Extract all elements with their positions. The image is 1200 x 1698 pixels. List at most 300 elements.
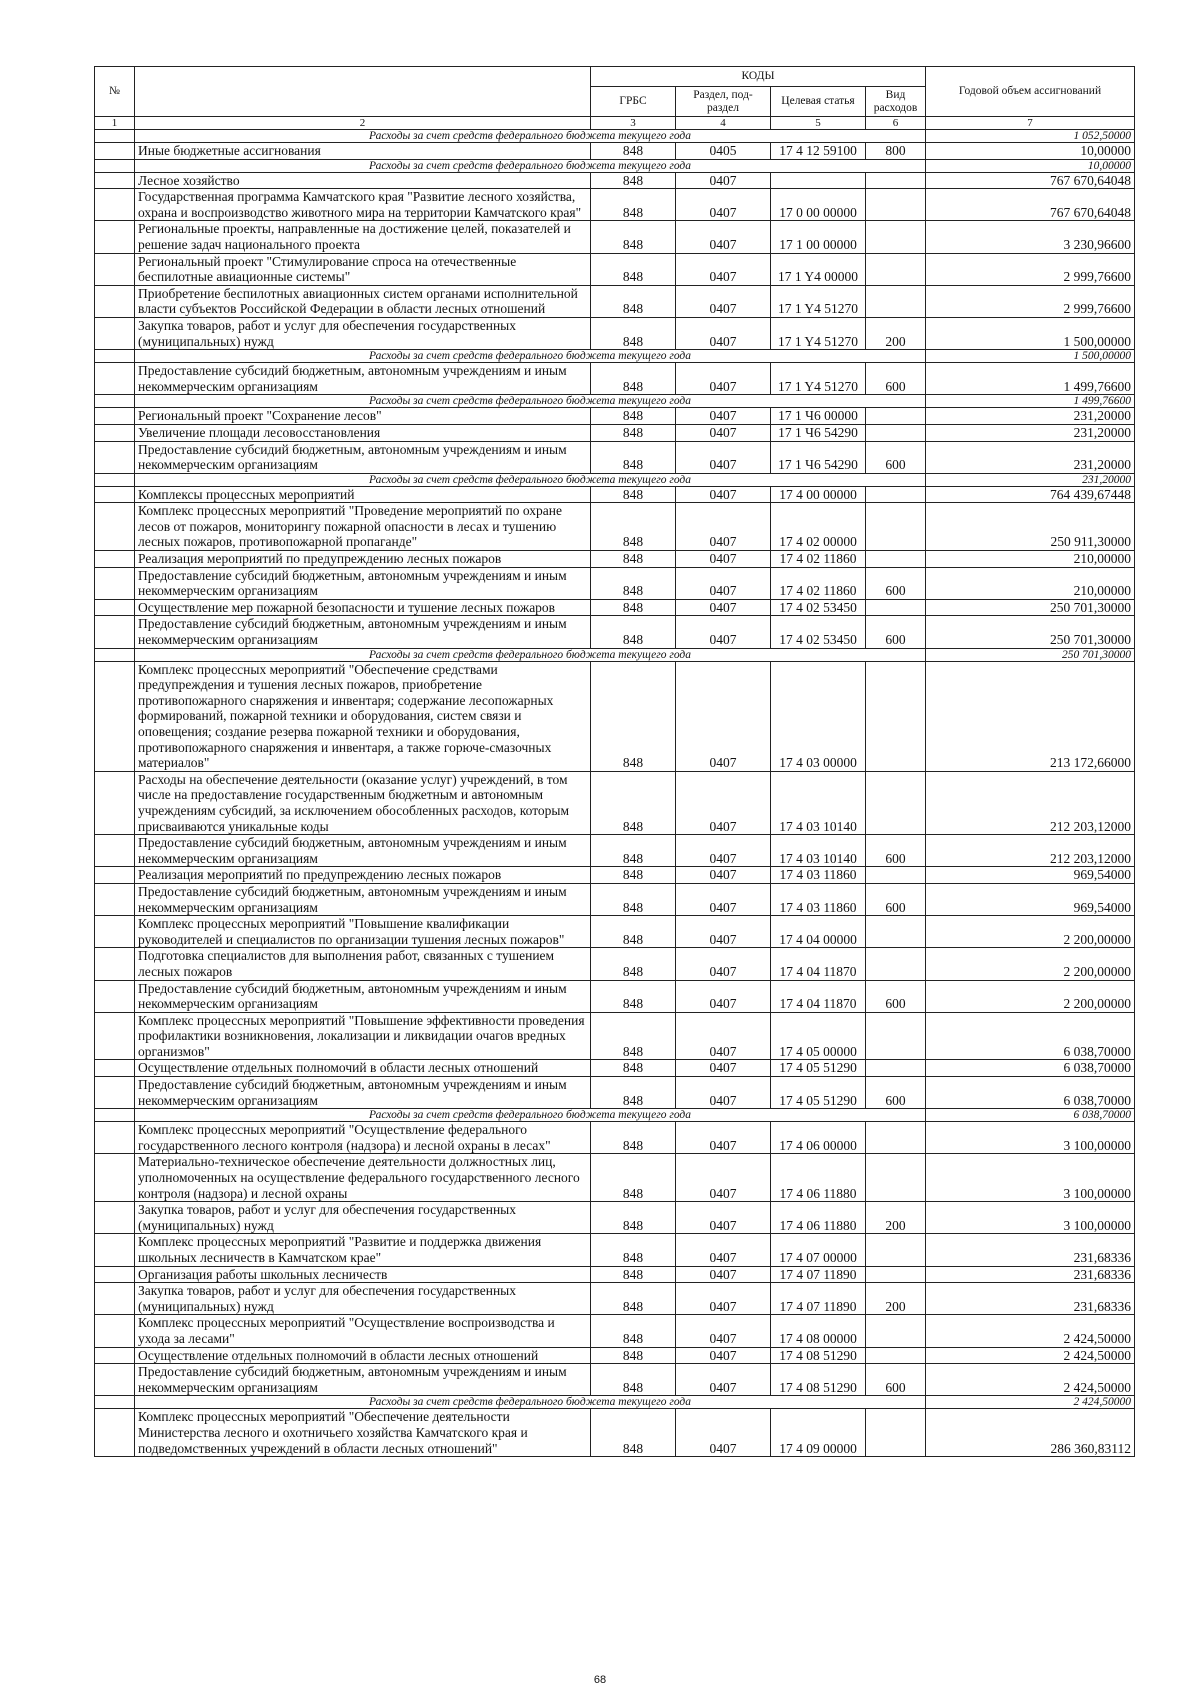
cell-type xyxy=(866,916,926,948)
cell-target: 17 4 06 11880 xyxy=(771,1202,866,1234)
cell-grbs: 848 xyxy=(591,1409,676,1457)
cell-type: 600 xyxy=(866,567,926,599)
cell-section: 0407 xyxy=(676,441,771,473)
federal-budget-note-row xyxy=(95,130,1135,143)
table-row xyxy=(95,1315,1135,1347)
cell-section: 0407 xyxy=(676,980,771,1012)
cell-target: 17 0 00 00000 xyxy=(771,189,866,221)
cell-target: 17 4 05 51290 xyxy=(771,1077,866,1109)
cell-type: 600 xyxy=(866,980,926,1012)
cell-grbs: 848 xyxy=(591,1154,676,1202)
cell-grbs: 848 xyxy=(591,771,676,834)
cell-target: 17 4 07 11890 xyxy=(771,1266,866,1283)
cell-amount: 3 100,00000 xyxy=(926,1202,1135,1234)
cell-target: 17 4 08 51290 xyxy=(771,1364,866,1396)
cell-amount: 2 999,76600 xyxy=(926,285,1135,317)
cell-amount: 2 424,50000 xyxy=(926,1315,1135,1347)
cell-section: 0407 xyxy=(676,616,771,648)
cell-num xyxy=(95,221,135,253)
cell-amount: 764 439,67448 xyxy=(926,486,1135,503)
cell-grbs: 848 xyxy=(591,1122,676,1154)
cell-name: Региональный проект "Стимулирование спроса на отечественные беспилотные авиационные системы" xyxy=(135,253,591,285)
cell-section: 0407 xyxy=(676,551,771,568)
cell-name: Предоставление субсидий бюджетным, автономным учреждениям и иным некоммерческим организациям xyxy=(135,363,591,395)
cell-num xyxy=(95,253,135,285)
cell-type xyxy=(866,1347,926,1364)
cell-section: 0407 xyxy=(676,363,771,395)
cell-type xyxy=(866,551,926,568)
table-row xyxy=(95,1154,1135,1202)
note-text: Расходы за счет средств федерального бюджета текущего года xyxy=(135,1396,926,1409)
cell-section: 0407 xyxy=(676,1202,771,1234)
table-body xyxy=(95,130,1135,1457)
table-row xyxy=(95,172,1135,189)
cell-section: 0407 xyxy=(676,1077,771,1109)
cell-type xyxy=(866,486,926,503)
cell-section: 0407 xyxy=(676,189,771,221)
cell-grbs: 848 xyxy=(591,551,676,568)
cell-amount: 250 701,30000 xyxy=(926,648,1135,661)
header-num: № xyxy=(95,67,135,117)
cell-amount: 767 670,64048 xyxy=(926,189,1135,221)
cell-target: 17 4 02 53450 xyxy=(771,616,866,648)
cell-name: Увеличение площади лесовосстановления xyxy=(135,424,591,441)
cell-target xyxy=(771,172,866,189)
cell-name: Предоставление субсидий бюджетным, автономным учреждениям и иным некоммерческим организациям xyxy=(135,441,591,473)
cell-num xyxy=(95,648,135,661)
cell-num xyxy=(95,1109,135,1122)
cell-section: 0407 xyxy=(676,1122,771,1154)
cell-type xyxy=(866,503,926,551)
cell-amount: 231,20000 xyxy=(926,408,1135,425)
cell-num xyxy=(95,424,135,441)
table-row xyxy=(95,1234,1135,1266)
cell-type: 600 xyxy=(866,441,926,473)
cell-grbs: 848 xyxy=(591,1234,676,1266)
cell-amount: 210,00000 xyxy=(926,551,1135,568)
cell-section: 0407 xyxy=(676,285,771,317)
cell-amount: 250 701,30000 xyxy=(926,616,1135,648)
cell-num xyxy=(95,317,135,349)
budget-table xyxy=(94,66,1135,1457)
cell-target: 17 4 02 11860 xyxy=(771,567,866,599)
cell-type: 600 xyxy=(866,883,926,915)
cell-type: 200 xyxy=(866,1202,926,1234)
cell-num xyxy=(95,1283,135,1315)
cell-grbs: 848 xyxy=(591,189,676,221)
cell-section: 0405 xyxy=(676,143,771,160)
cell-grbs: 848 xyxy=(591,285,676,317)
cell-name: Закупка товаров, работ и услуг для обеспечения государственных (муниципальных) нужд xyxy=(135,1283,591,1315)
cell-type xyxy=(866,1154,926,1202)
cell-name: Государственная программа Камчатского края "Развитие лесного хозяйства, охрана и воспроизводство животного мира на территории Камчатского края" xyxy=(135,189,591,221)
cell-amount: 212 203,12000 xyxy=(926,771,1135,834)
cell-section: 0407 xyxy=(676,867,771,884)
cell-section: 0407 xyxy=(676,1012,771,1060)
cell-target: 17 4 05 00000 xyxy=(771,1012,866,1060)
cell-grbs: 848 xyxy=(591,1347,676,1364)
cell-name: Лесное хозяйство xyxy=(135,172,591,189)
table-row xyxy=(95,551,1135,568)
table-row xyxy=(95,503,1135,551)
cell-type: 200 xyxy=(866,1283,926,1315)
cell-section: 0407 xyxy=(676,1364,771,1396)
cell-amount: 3 100,00000 xyxy=(926,1122,1135,1154)
budget-table-sheet xyxy=(94,66,1134,1457)
cell-section: 0407 xyxy=(676,486,771,503)
cell-name: Реализация мероприятий по предупреждению лесных пожаров xyxy=(135,551,591,568)
cell-amount: 210,00000 xyxy=(926,567,1135,599)
cell-grbs: 848 xyxy=(591,172,676,189)
cell-type xyxy=(866,408,926,425)
cell-name: Осуществление отдельных полномочий в области лесных отношений xyxy=(135,1060,591,1077)
cell-name: Предоставление субсидий бюджетным, автономным учреждениям и иным некоммерческим организациям xyxy=(135,1364,591,1396)
cell-name: Комплекс процессных мероприятий "Осуществление воспроизводства и ухода за лесами" xyxy=(135,1315,591,1347)
cell-name: Закупка товаров, работ и услуг для обеспечения государственных (муниципальных) нужд xyxy=(135,317,591,349)
table-row xyxy=(95,424,1135,441)
page-number: 68 xyxy=(593,1674,607,1686)
cell-section: 0407 xyxy=(676,253,771,285)
cell-target: 17 4 02 00000 xyxy=(771,503,866,551)
col-number: 1 xyxy=(95,117,135,130)
cell-section: 0407 xyxy=(676,835,771,867)
cell-grbs: 848 xyxy=(591,1060,676,1077)
cell-name: Региональный проект "Сохранение лесов" xyxy=(135,408,591,425)
cell-section: 0407 xyxy=(676,661,771,771)
cell-grbs: 848 xyxy=(591,486,676,503)
cell-amount: 250 911,30000 xyxy=(926,503,1135,551)
cell-grbs: 848 xyxy=(591,441,676,473)
cell-amount: 969,54000 xyxy=(926,883,1135,915)
table-row xyxy=(95,883,1135,915)
table-row xyxy=(95,599,1135,616)
cell-name: Комплекс процессных мероприятий "Обеспечение деятельности Министерства лесного и охотничьего хозяйства Камчатского края и подведомственных учреждений в области лесных отношений" xyxy=(135,1409,591,1457)
cell-name: Материально-техническое обеспечение деятельности должностных лиц, уполномоченных на осуществление федерального государственного лесного контроля (надзора) и лесной охраны xyxy=(135,1154,591,1202)
cell-amount: 1 500,00000 xyxy=(926,350,1135,363)
header-grbs: ГРБС xyxy=(591,87,676,117)
cell-grbs: 848 xyxy=(591,661,676,771)
cell-num xyxy=(95,1234,135,1266)
header-type: Вид расходов xyxy=(866,87,926,117)
federal-budget-note-row xyxy=(95,1109,1135,1122)
cell-num xyxy=(95,159,135,172)
cell-type: 600 xyxy=(866,616,926,648)
cell-num xyxy=(95,395,135,408)
cell-target: 17 4 02 11860 xyxy=(771,551,866,568)
cell-num xyxy=(95,1364,135,1396)
cell-name: Предоставление субсидий бюджетным, автономным учреждениям и иным некоммерческим организациям xyxy=(135,567,591,599)
cell-num xyxy=(95,616,135,648)
cell-target: 17 4 03 11860 xyxy=(771,883,866,915)
cell-target: 17 4 04 00000 xyxy=(771,916,866,948)
cell-name: Региональные проекты, направленные на достижение целей, показателей и решение задач национального проекта xyxy=(135,221,591,253)
cell-section: 0407 xyxy=(676,317,771,349)
cell-section: 0407 xyxy=(676,599,771,616)
cell-target: 17 1 Y4 51270 xyxy=(771,285,866,317)
cell-num xyxy=(95,350,135,363)
cell-num xyxy=(95,1266,135,1283)
cell-target: 17 1 Y4 00000 xyxy=(771,253,866,285)
federal-budget-note-row xyxy=(95,473,1135,486)
cell-name: Предоставление субсидий бюджетным, автономным учреждениям и иным некоммерческим организациям xyxy=(135,980,591,1012)
table-row xyxy=(95,567,1135,599)
cell-num xyxy=(95,1409,135,1457)
cell-amount: 250 701,30000 xyxy=(926,599,1135,616)
cell-num xyxy=(95,172,135,189)
table-row xyxy=(95,948,1135,980)
table-row xyxy=(95,916,1135,948)
cell-amount: 231,20000 xyxy=(926,441,1135,473)
cell-target: 17 4 06 00000 xyxy=(771,1122,866,1154)
cell-target: 17 1 00 00000 xyxy=(771,221,866,253)
cell-type xyxy=(866,1315,926,1347)
cell-target: 17 4 06 11880 xyxy=(771,1154,866,1202)
cell-amount: 3 100,00000 xyxy=(926,1154,1135,1202)
cell-name: Расходы на обеспечение деятельности (оказание услуг) учреждений, в том числе на предоставление государственным бюджетным и автономным учреждениям субсидий, за исключением обособленных расходов, которым присваиваются уникальные коды xyxy=(135,771,591,834)
table-row xyxy=(95,1077,1135,1109)
cell-target: 17 4 03 10140 xyxy=(771,771,866,834)
table-row xyxy=(95,616,1135,648)
cell-grbs: 848 xyxy=(591,363,676,395)
cell-type xyxy=(866,867,926,884)
cell-name: Комплекс процессных мероприятий "Обеспечение средствами предупреждения и тушения лесных пожаров, приобретение противопожарного снаряжения и инвентаря; содержание лесопожарных формирований, пожарной техники и оборудования, систем связи и оповещения; создание резерва пожарной техники и оборудования, противопожарного снаряжения и инвентаря, а также горюче-смазочных материалов" xyxy=(135,661,591,771)
cell-num xyxy=(95,1077,135,1109)
table-row xyxy=(95,1347,1135,1364)
cell-name: Иные бюджетные ассигнования xyxy=(135,143,591,160)
cell-grbs: 848 xyxy=(591,867,676,884)
cell-type xyxy=(866,1122,926,1154)
table-row xyxy=(95,285,1135,317)
cell-amount: 10,00000 xyxy=(926,159,1135,172)
cell-amount: 3 230,96600 xyxy=(926,221,1135,253)
cell-num xyxy=(95,980,135,1012)
cell-section: 0407 xyxy=(676,1283,771,1315)
cell-grbs: 848 xyxy=(591,835,676,867)
table-row xyxy=(95,1012,1135,1060)
cell-type: 800 xyxy=(866,143,926,160)
cell-name: Осуществление отдельных полномочий в области лесных отношений xyxy=(135,1347,591,1364)
cell-name: Предоставление субсидий бюджетным, автономным учреждениям и иным некоммерческим организациям xyxy=(135,883,591,915)
table-row xyxy=(95,1409,1135,1457)
cell-type xyxy=(866,1234,926,1266)
table-row xyxy=(95,441,1135,473)
cell-target: 17 4 02 53450 xyxy=(771,599,866,616)
cell-amount: 231,68336 xyxy=(926,1283,1135,1315)
note-text: Расходы за счет средств федерального бюджета текущего года xyxy=(135,130,926,143)
cell-section: 0407 xyxy=(676,567,771,599)
cell-amount: 2 200,00000 xyxy=(926,916,1135,948)
cell-num xyxy=(95,661,135,771)
cell-target: 17 1 Ч6 54290 xyxy=(771,441,866,473)
cell-grbs: 848 xyxy=(591,408,676,425)
table-row xyxy=(95,1122,1135,1154)
cell-num xyxy=(95,143,135,160)
cell-grbs: 848 xyxy=(591,948,676,980)
cell-num xyxy=(95,189,135,221)
cell-target: 17 4 08 00000 xyxy=(771,1315,866,1347)
cell-name: Комплекс процессных мероприятий "Повышение квалификации руководителей и специалистов по организации тушения лесных пожаров" xyxy=(135,916,591,948)
cell-amount: 2 424,50000 xyxy=(926,1364,1135,1396)
cell-grbs: 848 xyxy=(591,1266,676,1283)
cell-grbs: 848 xyxy=(591,253,676,285)
table-row xyxy=(95,980,1135,1012)
cell-type xyxy=(866,424,926,441)
cell-type xyxy=(866,771,926,834)
cell-section: 0407 xyxy=(676,408,771,425)
cell-amount: 1 499,76600 xyxy=(926,363,1135,395)
cell-type: 600 xyxy=(866,1364,926,1396)
cell-amount: 10,00000 xyxy=(926,143,1135,160)
note-text: Расходы за счет средств федерального бюджета текущего года xyxy=(135,473,926,486)
cell-type xyxy=(866,661,926,771)
cell-grbs: 848 xyxy=(591,1012,676,1060)
cell-section: 0407 xyxy=(676,1266,771,1283)
table-row xyxy=(95,486,1135,503)
col-number: 7 xyxy=(926,117,1135,130)
cell-type xyxy=(866,948,926,980)
cell-target: 17 4 04 11870 xyxy=(771,980,866,1012)
table-row xyxy=(95,143,1135,160)
cell-amount: 1 499,76600 xyxy=(926,395,1135,408)
table-header xyxy=(95,67,1135,130)
cell-amount: 6 038,70000 xyxy=(926,1109,1135,1122)
cell-amount: 231,68336 xyxy=(926,1266,1135,1283)
cell-amount: 231,68336 xyxy=(926,1234,1135,1266)
cell-num xyxy=(95,473,135,486)
cell-type: 200 xyxy=(866,317,926,349)
cell-target: 17 4 05 51290 xyxy=(771,1060,866,1077)
cell-target: 17 4 12 59100 xyxy=(771,143,866,160)
cell-amount: 1 052,50000 xyxy=(926,130,1135,143)
cell-amount: 6 038,70000 xyxy=(926,1060,1135,1077)
cell-target: 17 4 03 00000 xyxy=(771,661,866,771)
cell-num xyxy=(95,1154,135,1202)
cell-section: 0407 xyxy=(676,1154,771,1202)
cell-target: 17 4 09 00000 xyxy=(771,1409,866,1457)
cell-name: Подготовка специалистов для выполнения работ, связанных с тушением лесных пожаров xyxy=(135,948,591,980)
cell-name: Комплекс процессных мероприятий "Развитие и поддержка движения школьных лесничеств в Камчатском крае" xyxy=(135,1234,591,1266)
table-row xyxy=(95,1266,1135,1283)
header-volume: Годовой объем ассигнований xyxy=(926,67,1135,117)
cell-type xyxy=(866,253,926,285)
cell-section: 0407 xyxy=(676,221,771,253)
cell-amount: 6 038,70000 xyxy=(926,1012,1135,1060)
cell-grbs: 848 xyxy=(591,221,676,253)
cell-amount: 212 203,12000 xyxy=(926,835,1135,867)
cell-num xyxy=(95,867,135,884)
cell-amount: 2 424,50000 xyxy=(926,1396,1135,1409)
cell-grbs: 848 xyxy=(591,317,676,349)
cell-type xyxy=(866,1266,926,1283)
cell-name: Комплекс процессных мероприятий "Проведение мероприятий по охране лесов от пожаров, мониторингу пожарной опасности в лесах и тушению лесных пожаров, противопожарной пропаганде" xyxy=(135,503,591,551)
note-text: Расходы за счет средств федерального бюджета текущего года xyxy=(135,350,926,363)
table-row xyxy=(95,771,1135,834)
federal-budget-note-row xyxy=(95,1396,1135,1409)
cell-amount: 2 200,00000 xyxy=(926,980,1135,1012)
cell-name: Предоставление субсидий бюджетным, автономным учреждениям и иным некоммерческим организациям xyxy=(135,835,591,867)
cell-name: Приобретение беспилотных авиационных систем органами исполнительной власти субъектов Российской Федерации в области лесных отношений xyxy=(135,285,591,317)
col-number: 3 xyxy=(591,117,676,130)
cell-amount: 231,20000 xyxy=(926,424,1135,441)
cell-amount: 6 038,70000 xyxy=(926,1077,1135,1109)
cell-amount: 231,20000 xyxy=(926,473,1135,486)
cell-num xyxy=(95,883,135,915)
cell-section: 0407 xyxy=(676,771,771,834)
cell-type: 600 xyxy=(866,1077,926,1109)
table-row xyxy=(95,363,1135,395)
cell-num xyxy=(95,441,135,473)
cell-amount: 2 200,00000 xyxy=(926,948,1135,980)
cell-type xyxy=(866,172,926,189)
cell-grbs: 848 xyxy=(591,599,676,616)
cell-grbs: 848 xyxy=(591,616,676,648)
cell-num xyxy=(95,363,135,395)
col-number: 6 xyxy=(866,117,926,130)
cell-section: 0407 xyxy=(676,883,771,915)
cell-type xyxy=(866,1060,926,1077)
table-row xyxy=(95,1060,1135,1077)
cell-section: 0407 xyxy=(676,1234,771,1266)
cell-num xyxy=(95,1347,135,1364)
cell-type xyxy=(866,221,926,253)
cell-num xyxy=(95,1396,135,1409)
cell-num xyxy=(95,916,135,948)
cell-grbs: 848 xyxy=(591,424,676,441)
cell-amount: 213 172,66000 xyxy=(926,661,1135,771)
cell-amount: 2 424,50000 xyxy=(926,1347,1135,1364)
cell-target: 17 1 Y4 51270 xyxy=(771,317,866,349)
cell-amount: 969,54000 xyxy=(926,867,1135,884)
cell-target: 17 1 Ч6 54290 xyxy=(771,424,866,441)
cell-grbs: 848 xyxy=(591,1283,676,1315)
header-codes: КОДЫ xyxy=(591,67,926,87)
cell-num xyxy=(95,486,135,503)
cell-num xyxy=(95,1060,135,1077)
cell-grbs: 848 xyxy=(591,980,676,1012)
cell-name: Реализация мероприятий по предупреждению лесных пожаров xyxy=(135,867,591,884)
cell-type xyxy=(866,189,926,221)
cell-target: 17 4 03 10140 xyxy=(771,835,866,867)
cell-amount: 1 500,00000 xyxy=(926,317,1135,349)
cell-grbs: 848 xyxy=(591,1364,676,1396)
table-row xyxy=(95,835,1135,867)
cell-section: 0407 xyxy=(676,172,771,189)
cell-section: 0407 xyxy=(676,1315,771,1347)
cell-target: 17 4 03 11860 xyxy=(771,867,866,884)
header-name xyxy=(135,67,591,117)
cell-section: 0407 xyxy=(676,916,771,948)
cell-section: 0407 xyxy=(676,948,771,980)
table-row xyxy=(95,1283,1135,1315)
cell-target: 17 4 07 11890 xyxy=(771,1283,866,1315)
cell-grbs: 848 xyxy=(591,1315,676,1347)
table-row xyxy=(95,867,1135,884)
cell-section: 0407 xyxy=(676,424,771,441)
table-row xyxy=(95,661,1135,771)
cell-type xyxy=(866,1409,926,1457)
cell-amount: 767 670,64048 xyxy=(926,172,1135,189)
cell-grbs: 848 xyxy=(591,883,676,915)
note-text: Расходы за счет средств федерального бюджета текущего года xyxy=(135,159,926,172)
cell-name: Предоставление субсидий бюджетным, автономным учреждениям и иным некоммерческим организациям xyxy=(135,616,591,648)
cell-num xyxy=(95,285,135,317)
cell-amount: 2 999,76600 xyxy=(926,253,1135,285)
cell-section: 0407 xyxy=(676,1409,771,1457)
cell-num xyxy=(95,408,135,425)
cell-type xyxy=(866,599,926,616)
cell-amount: 286 360,83112 xyxy=(926,1409,1135,1457)
federal-budget-note-row xyxy=(95,350,1135,363)
